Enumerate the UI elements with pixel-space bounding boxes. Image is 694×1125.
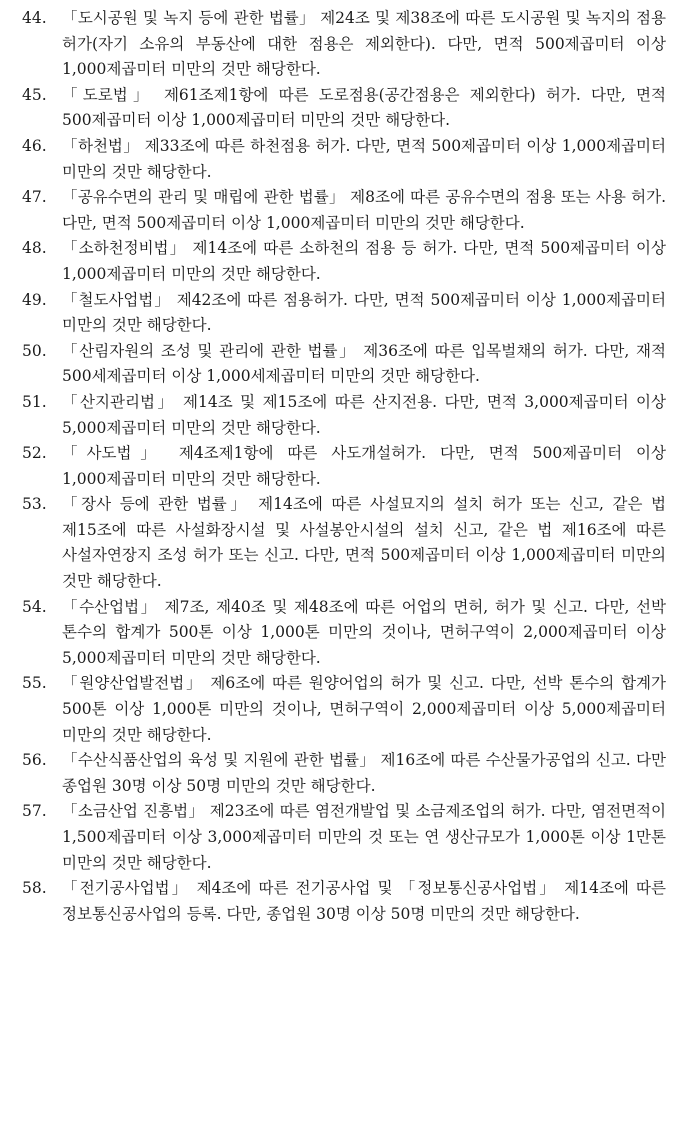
list-item-58: [22, 876, 666, 927]
list-item-57: [22, 799, 666, 876]
item-text: 「수산업법」 제7조, 제40조 및 제48조에 따른 어업의 면허, 허가 및 신고. 다만, 선박 톤수의 합계가 500톤 이상 1,000톤 미만의 것이나, 면허구역이 2,000제곱미터 이상 5,000제곱미터 미만의 것만 해당한다.: [62, 597, 666, 667]
item-number: 57.: [22, 802, 47, 821]
item-text: 「도시공원 및 녹지 등에 관한 법률」 제24조 및 제38조에 따른 도시공원 및 녹지의 점용 허가(자기 소유의 부동산에 대한 점용은 제외한다). 다만, 면적 500제곱미터 이상 1,000제곱미터 미만의 것만 해당한다.: [62, 9, 666, 79]
item-text: 「소금산업 진흥법」 제23조에 따른 염전개발업 및 소금제조업의 허가. 다만, 염전면적이 1,500제곱미터 이상 3,000제곱미터 미만의 것 또는 연 생산규모가 1,000톤 이상 1만톤 미만의 것만 해당한다.: [62, 802, 666, 872]
item-text: 「수산식품산업의 육성 및 지원에 관한 법률」 제16조에 따른 수산물가공업의 신고. 다만 종업원 30명 이상 50명 미만의 것만 해당한다.: [62, 751, 666, 795]
list-item-51: [22, 390, 666, 441]
item-number: 58.: [22, 879, 47, 898]
list-item-46: [22, 134, 666, 185]
item-number: 50.: [22, 341, 47, 360]
item-number: 53.: [22, 495, 47, 514]
item-text: 「산지관리법」 제14조 및 제15조에 따른 산지전용. 다만, 면적 3,000제곱미터 이상 5,000제곱미터 미만의 것만 해당한다.: [62, 392, 666, 437]
item-text: 「산림자원의 조성 및 관리에 관한 법률」 제36조에 따른 입목벌채의 허가. 다만, 재적 500세제곱미터 이상 1,000세제곱미터 미만의 것만 해당한다.: [62, 341, 666, 386]
item-text: 「공유수면의 관리 및 매립에 관한 법률」 제8조에 따른 공유수면의 점용 또는 사용 허가. 다만, 면적 500제곱미터 이상 1,000제곱미터 미만의 것만 해당한다.: [62, 188, 666, 232]
item-number: 47.: [22, 188, 47, 207]
list-item-49: [22, 288, 666, 339]
list-item-45: [22, 83, 666, 134]
item-text: 「도로법」 제61조제1항에 따른 도로점용(공간점용은 제외한다) 허가. 다만, 면적 500제곱미터 이상 1,000제곱미터 미만의 것만 해당한다.: [62, 85, 666, 130]
item-number: 46.: [22, 136, 47, 155]
item-text: 「철도사업법」 제42조에 따른 점용허가. 다만, 면적 500제곱미터 이상 1,000제곱미터 미만의 것만 해당한다.: [62, 290, 666, 335]
list-item-50: [22, 339, 666, 390]
item-number: 54.: [22, 597, 47, 616]
list-item-56: [22, 748, 666, 799]
item-number: 55.: [22, 674, 47, 693]
list-item-54: [22, 595, 666, 672]
list-item-48: [22, 236, 666, 287]
item-text: 「하천법」 제33조에 따른 하천점용 허가. 다만, 면적 500제곱미터 이상 1,000제곱미터 미만의 것만 해당한다.: [62, 136, 666, 181]
list-item-53: [22, 492, 666, 594]
item-text: 「소하천정비법」 제14조에 따른 소하천의 점용 등 허가. 다만, 면적 500제곱미터 이상 1,000제곱미터 미만의 것만 해당한다.: [62, 239, 666, 283]
item-number: 51.: [22, 392, 47, 411]
item-text: 「전기공사업법」 제4조에 따른 전기공사업 및 「정보통신공사업법」 제14조에 따른 정보통신공사업의 등록. 다만, 종업원 30명 이상 50명 미만의 것만 해당한다.: [62, 879, 666, 923]
item-number: 49.: [22, 290, 47, 309]
item-number: 56.: [22, 751, 47, 770]
item-number: 44.: [22, 9, 47, 27]
item-text: 「사도법」 제4조제1항에 따른 사도개설허가. 다만, 면적 500제곱미터 이상 1,000제곱미터 미만의 것만 해당한다.: [62, 444, 666, 488]
list-item-44: [22, 6, 666, 83]
item-text: 「장사 등에 관한 법률」 제14조에 따른 사설묘지의 설치 허가 또는 신고, 같은 법 제15조에 따른 사설화장시설 및 사설봉안시설의 설치 신고, 같은 법 제16조에 따른 사설자연장지 조성 허가 또는 신고. 다만, 면적 500제곱미터 이상 1,000제곱미터 미만의 것만 해당한다.: [62, 495, 666, 591]
list-item-47: [22, 185, 666, 236]
item-number: 48.: [22, 239, 47, 258]
list-item-55: [22, 671, 666, 748]
list-item-52: [22, 441, 666, 492]
item-number: 45.: [22, 85, 47, 104]
item-text: 「원양산업발전법」 제6조에 따른 원양어업의 허가 및 신고. 다만, 선박 톤수의 합계가 500톤 이상 1,000톤 미만의 것이나, 면허구역이 2,000제곱미터 이상 5,000제곱미터 미만의 것만 해당한다.: [62, 674, 666, 744]
item-number: 52.: [22, 444, 47, 463]
